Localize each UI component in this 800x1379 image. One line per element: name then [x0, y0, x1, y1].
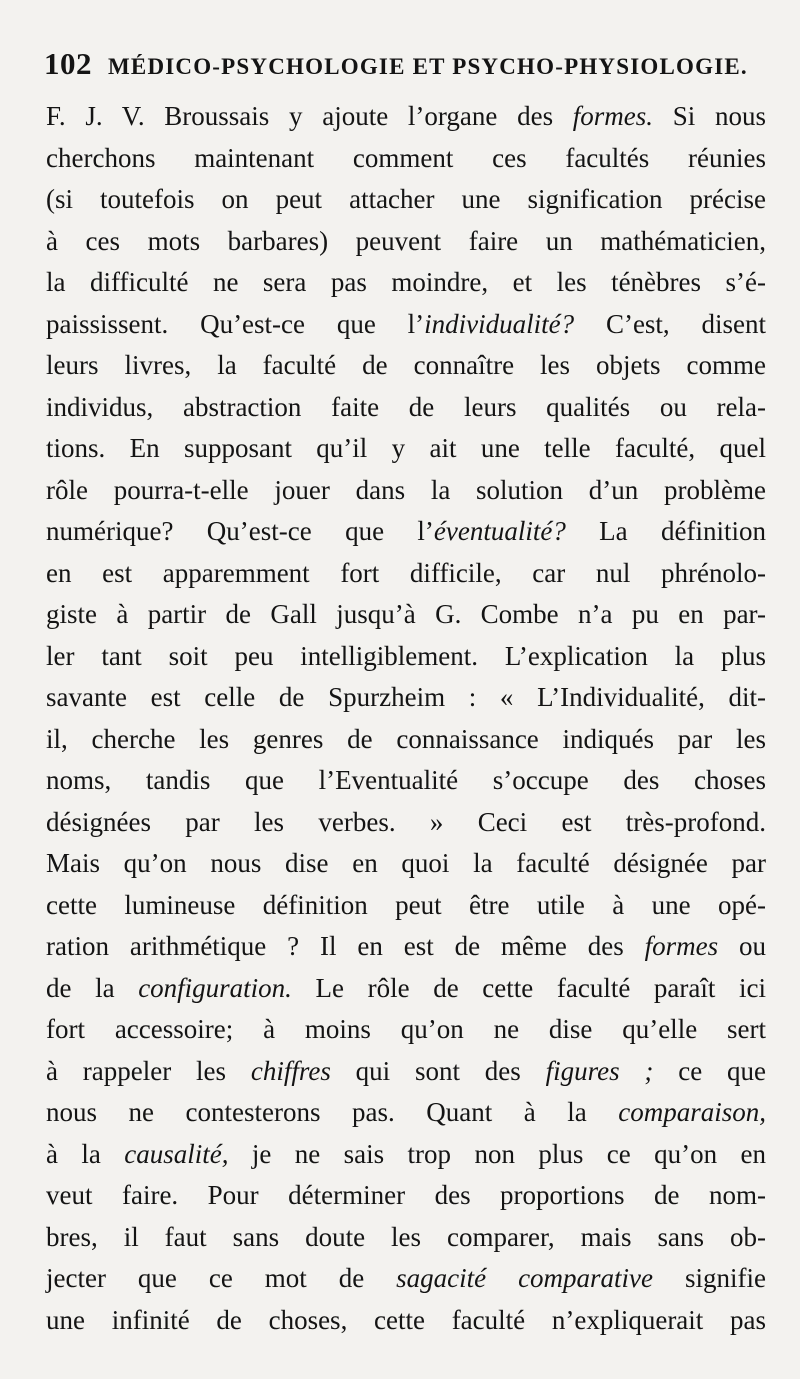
text-segment: Mais qu’on nous dise en quoi la faculté désignée par [46, 848, 766, 878]
running-head [44, 46, 764, 86]
text-line [46, 1258, 766, 1300]
text-segment: La définition [565, 516, 766, 546]
text-line [46, 1217, 766, 1259]
italic-text: causalité, [124, 1138, 229, 1169]
text-line [46, 345, 766, 387]
text-line [46, 304, 766, 346]
text-segment: Si nous [653, 101, 766, 131]
italic-text: sagacité comparative [396, 1263, 654, 1293]
text-line [46, 968, 766, 1010]
text-line [46, 470, 766, 512]
text-segment: savante est celle de Spurzheim : « L’Individualité, dit- [46, 682, 766, 712]
text-segment: ler tant soit peu intelligiblement. L’explication la plus [46, 640, 766, 671]
text-line [46, 1134, 766, 1176]
text-segment: jecter que ce mot de [46, 1263, 397, 1293]
italic-text: figures ; [545, 1055, 654, 1086]
page-number: 102 [44, 46, 92, 81]
text-line [46, 802, 766, 844]
text-segment: à la [46, 1138, 125, 1169]
running-title: MÉDICO-PSYCHOLOGIE ET PSYCHO-PHYSIOLOGIE. [108, 54, 748, 79]
text-segment: ce que [653, 1055, 766, 1086]
text-line [46, 636, 766, 678]
text-segment: noms, tandis que l’Eventualité s’occupe des choses [46, 765, 766, 795]
text-line [46, 387, 766, 429]
text-segment: signifie [653, 1263, 766, 1293]
text-line [46, 843, 766, 885]
text-segment: ou [718, 931, 767, 961]
text-segment: il, cherche les genres de connaissance indiqués par les [46, 723, 766, 754]
text-segment: tions. En supposant qu’il y ait une telle faculté, quel [46, 433, 766, 463]
text-line [46, 262, 766, 304]
text-line [46, 221, 766, 263]
text-line [46, 1175, 766, 1217]
text-segment: cette lumineuse définition peut être utile à une opé- [46, 889, 766, 920]
italic-text: formes. [572, 101, 654, 131]
text-segment: à rappeler les [46, 1055, 251, 1086]
text-segment: C’est, disent [574, 308, 766, 339]
text-line [46, 1051, 766, 1093]
text-line [46, 760, 766, 802]
text-line [46, 553, 766, 595]
text-segment: (si toutefois on peut attacher une signification précise [46, 184, 766, 214]
text-segment: ration arithmétique ? Il en est de même des [46, 931, 645, 961]
text-line [46, 138, 766, 180]
text-segment: la difficulté ne sera pas moindre, et les ténèbres s’é- [46, 267, 766, 297]
text-line [46, 428, 766, 470]
text-line [46, 179, 766, 221]
text-line [46, 926, 766, 968]
text-segment: en est apparemment fort difficile, car nul phrénolo- [46, 557, 766, 588]
text-segment: désignées par les verbes. » Ceci est très-profond. [46, 806, 766, 837]
text-line [46, 511, 766, 553]
text-segment: Le rôle de cette faculté paraît ici [291, 972, 766, 1003]
text-line [46, 677, 766, 719]
text-segment: veut faire. Pour déterminer des proportions de nom- [46, 1180, 766, 1210]
italic-text: individualité? [424, 308, 575, 339]
text-segment: de la [46, 972, 139, 1003]
text-line [46, 885, 766, 927]
text-line [46, 594, 766, 636]
text-segment: F. J. V. Broussais y ajoute l’organe des [46, 101, 573, 131]
italic-text: comparaison, [618, 1097, 766, 1127]
text-segment: rôle pourra-t-elle jouer dans la solution d’un problème [46, 474, 766, 505]
text-segment: bres, il faut sans doute les comparer, mais sans ob- [46, 1221, 766, 1252]
text-line [46, 96, 766, 138]
text-segment: leurs livres, la faculté de connaître les objets comme [46, 350, 766, 380]
text-segment: nous ne contesterons pas. Quant à la [46, 1097, 619, 1127]
text-line [46, 1300, 766, 1342]
text-line [46, 1009, 766, 1051]
body-text [46, 96, 766, 1341]
italic-text: chiffres [250, 1055, 331, 1086]
text-segment: je ne sais trop non plus ce qu’on en [228, 1138, 766, 1169]
text-line [46, 719, 766, 761]
text-line [46, 1092, 766, 1134]
text-segment: individus, abstraction faite de leurs qualités ou rela- [46, 391, 766, 422]
italic-text: configuration. [138, 972, 292, 1003]
text-segment: paississent. Qu’est-ce que l’ [46, 308, 425, 339]
text-segment: à ces mots barbares) peuvent faire un mathématicien, [46, 225, 766, 256]
italic-text: éventualité? [433, 516, 566, 546]
italic-text: formes [644, 931, 719, 961]
text-segment: numérique? Qu’est-ce que l’ [46, 516, 434, 546]
text-segment: giste à partir de Gall jusqu’à G. Combe n’a pu en par- [46, 599, 766, 629]
text-segment: cherchons maintenant comment ces facultés réunies [46, 142, 766, 173]
text-segment: qui sont des [330, 1055, 546, 1086]
text-segment: une infinité de choses, cette faculté n’expliquerait pas [46, 1304, 766, 1335]
text-segment: fort accessoire; à moins qu’on ne dise qu’elle sert [46, 1014, 766, 1044]
